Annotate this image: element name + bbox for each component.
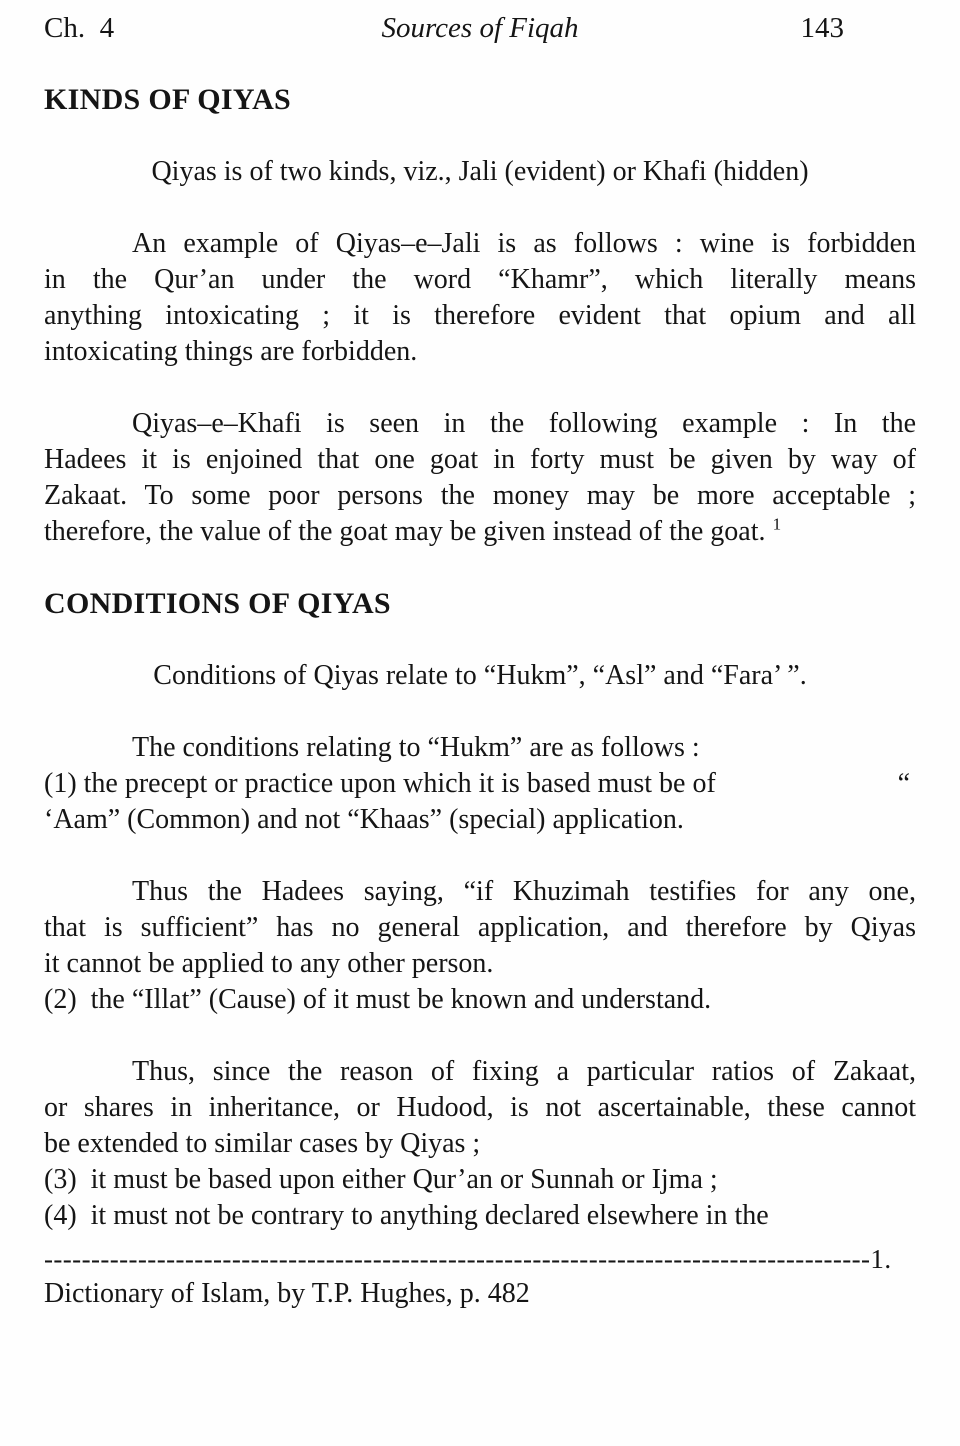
centered: Conditions of Qiyas relate to “Hukm”, “Asl” and “Fara’ ”. [153, 660, 807, 691]
page-header [44, 10, 916, 46]
text-line: anything intoxicating ; it is therefore evident that opium and all [44, 300, 916, 331]
text-line: (2) the “Illat” (Cause) of it must be known and understand. [44, 984, 712, 1015]
text-line: therefore, the value of the goat may be given instead of the goat. $^1$ [44, 514, 782, 547]
section-heading: KINDS OF QIYAS [44, 83, 292, 116]
footnote-reference: 1 [772, 514, 782, 534]
text-line: in the Qur’an under the word “Khamr”, which literally means [44, 264, 916, 295]
text-line: be extended to similar cases by Qiyas ; [44, 1128, 481, 1159]
stray-quote-mark: “ [897, 768, 910, 799]
text-line: An example of Qiyas–e–Jali is as follows : wine is forbidden [132, 228, 916, 259]
document-body [44, 82, 916, 1312]
text-line: ‘Aam” (Common) and not “Khaas” (special) application. [44, 804, 684, 835]
text-line: Thus, since the reason of fixing a particular ratios of Zakaat, [132, 1056, 916, 1087]
section-heading: CONDITIONS OF QIYAS [44, 587, 391, 620]
book-title: Sources of Fiqah [381, 12, 579, 44]
text-line: Thus the Hadees saying, “if Khuzimah testifies for any one, [132, 876, 916, 907]
text-line: Qiyas–e–Khafi is seen in the following example : In the [132, 408, 916, 439]
footnote: Dictionary of Islam, by T.P. Hughes, p. 482 [44, 1278, 530, 1309]
text-line: it cannot be applied to any other person. [44, 948, 494, 979]
text-line: (4) it must not be contrary to anything declared elsewhere in the [44, 1200, 769, 1231]
page-number: 143 [800, 12, 844, 44]
centered: Qiyas is of two kinds, viz., Jali (evident) or Khafi (hidden) [151, 156, 809, 187]
text-line: or shares in inheritance, or Hudood, is not ascertainable, these cannot [44, 1092, 916, 1123]
text-line: Zakaat. To some poor persons the money may be more acceptable ; [44, 480, 916, 511]
text-line: (1) the precept or practice upon which it is based must be of “ [44, 766, 916, 802]
text-line: Hadees it is enjoined that one goat in forty must be given by way of [44, 444, 916, 475]
chapter-label: Ch. 4 [44, 12, 115, 44]
paragraph [44, 874, 916, 1018]
text-line: intoxicating things are forbidden. [44, 336, 418, 367]
paragraph [44, 730, 916, 838]
paragraph [44, 1054, 916, 1234]
text-line: The conditions relating to “Hukm” are as follows : [132, 732, 700, 763]
paragraph [44, 226, 916, 370]
text-line: (3) it must be based upon either Qur’an or Sunnah or Ijma ; [44, 1164, 718, 1195]
separator: ----------------------------------------------------------------------------------------1. [44, 1244, 892, 1274]
paragraph [44, 406, 916, 550]
text-line: that is sufficient” has no general application, and therefore by Qiyas [44, 912, 916, 943]
